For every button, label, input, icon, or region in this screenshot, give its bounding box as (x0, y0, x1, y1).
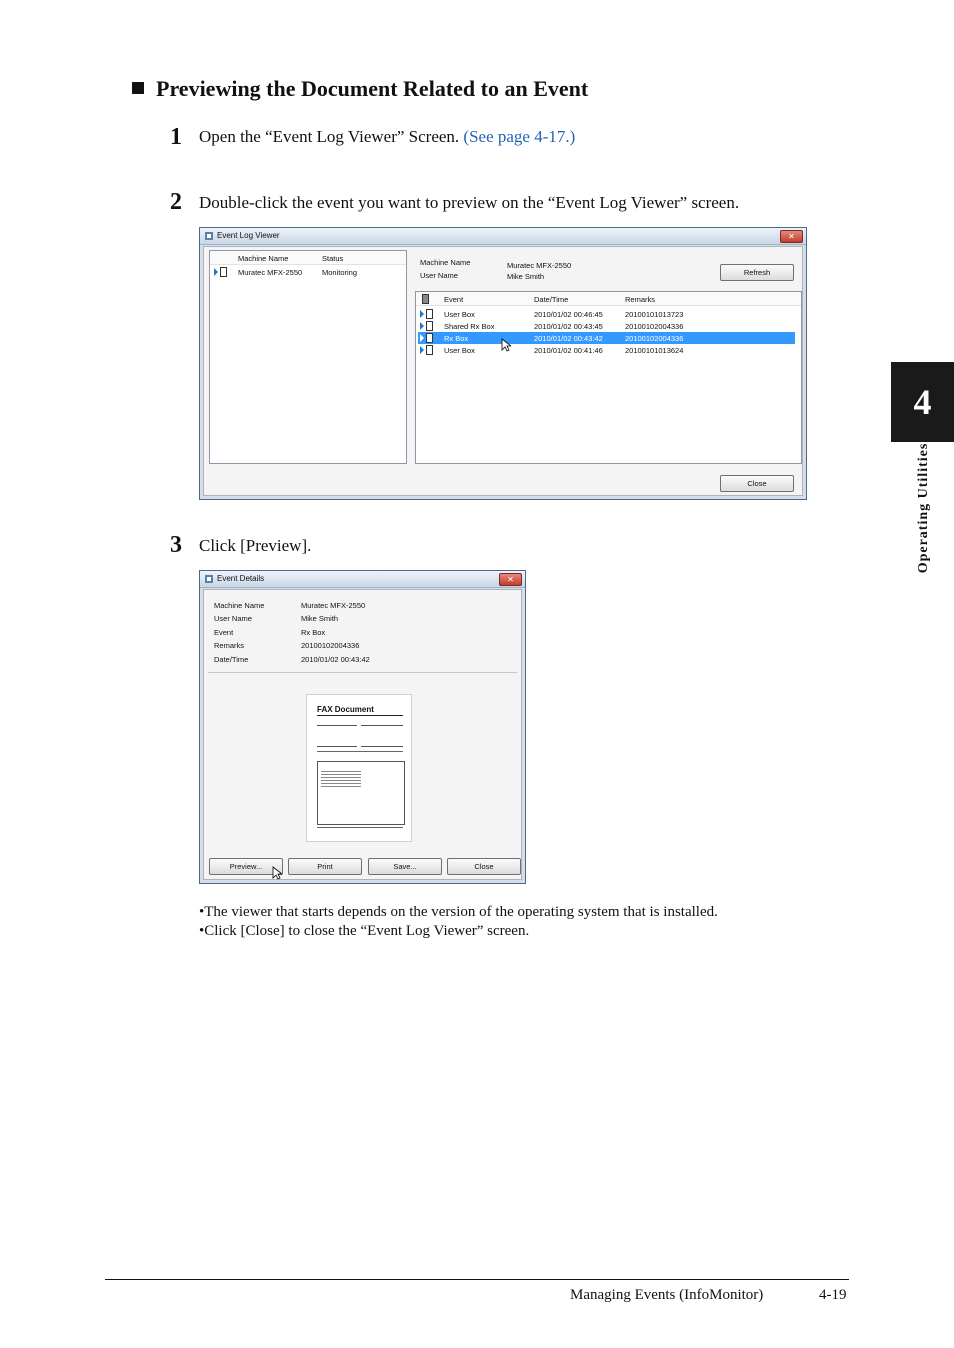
field-value: Rx Box (301, 628, 326, 637)
step-1-number: 1 (170, 124, 182, 150)
event-log-viewer-window (199, 227, 807, 500)
event-icon (426, 321, 433, 331)
event-row[interactable] (418, 320, 795, 332)
field-label: Date/Time (214, 655, 249, 664)
field-value: Mike Smith (301, 614, 339, 623)
mouse-cursor-icon (501, 338, 511, 352)
event-row[interactable] (418, 308, 795, 320)
event-remarks: 20100102004336 (625, 334, 684, 343)
note-2: •Click [Close] to close the “Event Log Viewer” screen. (199, 923, 530, 939)
field-label: Machine Name (214, 601, 265, 610)
window-title: Event Log Viewer (217, 231, 280, 240)
close-button[interactable]: Close (720, 475, 794, 492)
divider (208, 672, 517, 673)
close-x-icon[interactable]: ✕ (499, 573, 522, 586)
thumbnail-lines (361, 725, 403, 747)
row-arrow-icon (214, 268, 218, 276)
row-arrow-icon (420, 322, 424, 330)
field-label: Remarks (214, 641, 245, 650)
row-arrow-icon (420, 346, 424, 354)
event-remarks: 20100101013723 (625, 310, 684, 319)
machine-name-label: Machine Name (420, 258, 471, 267)
event-list[interactable] (415, 291, 802, 464)
column-status[interactable]: Status (322, 254, 344, 263)
event-row-selected[interactable] (418, 332, 795, 344)
refresh-button[interactable]: Refresh (720, 264, 794, 281)
user-name-label: User Name (420, 271, 458, 280)
event-datetime: 2010/01/02 00:46:45 (534, 310, 603, 319)
step-1-text (199, 127, 575, 147)
event-datetime: 2010/01/02 00:43:45 (534, 322, 603, 331)
thumbnail-rule (317, 751, 403, 752)
field-value: 20100102004336 (301, 641, 360, 650)
event-icon (426, 345, 433, 355)
chapter-tab: 4 (891, 362, 954, 442)
step-1-instruction: Open the “Event Log Viewer” Screen. (199, 127, 464, 146)
step-2-text: Double-click the event you want to preview on the “Event Log Viewer” screen. (199, 193, 740, 212)
print-button[interactable]: Print (288, 858, 362, 875)
event-remarks: 20100101013624 (625, 346, 684, 355)
section-title-text: Previewing the Document Related to an Event (156, 76, 589, 101)
thumbnail-text (321, 769, 361, 787)
machine-name-value: Muratec MFX-2550 (507, 261, 572, 270)
column-remarks[interactable]: Remarks (625, 295, 656, 304)
event-remarks: 20100102004336 (625, 322, 684, 331)
thumbnail-lines (317, 725, 357, 747)
event-row[interactable] (418, 344, 795, 356)
app-icon (204, 231, 214, 241)
header-icon (422, 294, 429, 304)
field-label: User Name (214, 614, 252, 623)
column-event[interactable]: Event (444, 295, 464, 304)
event-list-header (416, 292, 801, 306)
chapter-side-label: Operating Utilities (916, 442, 931, 574)
field-label: Event (214, 628, 234, 637)
step-3-text: Click [Preview]. (199, 536, 312, 555)
field-value: 2010/01/02 00:43:42 (301, 655, 370, 664)
machine-name: Muratec MFX-2550 (238, 268, 303, 277)
thumbnail-heading: FAX Document (317, 705, 403, 716)
step-3-number: 3 (170, 532, 182, 558)
machine-status: Monitoring (322, 268, 358, 277)
row-arrow-icon (420, 310, 424, 318)
event-datetime: 2010/01/02 00:41:46 (534, 346, 603, 355)
event-name: User Box (444, 310, 475, 319)
field-value: Muratec MFX-2550 (301, 601, 366, 610)
step-2-number: 2 (170, 189, 182, 215)
user-name-value: Mike Smith (507, 272, 545, 281)
event-details-client (203, 589, 522, 880)
column-datetime[interactable]: Date/Time (534, 295, 569, 304)
event-name: User Box (444, 346, 475, 355)
section-title (132, 76, 588, 102)
save-button[interactable]: Save... (368, 858, 442, 875)
note-1: •The viewer that starts depends on the version of the operating system that is installed. (199, 904, 718, 920)
event-details-titlebar (200, 571, 525, 588)
footer-title: Managing Events (InfoMonitor) (570, 1287, 764, 1303)
app-icon (204, 574, 214, 584)
event-name: Rx Box (444, 334, 469, 343)
event-log-viewer-titlebar (200, 228, 806, 245)
event-details-window (199, 570, 526, 884)
machine-icon (220, 267, 227, 277)
bullet-square-icon (132, 82, 144, 94)
event-icon (426, 333, 433, 343)
machine-list[interactable] (209, 250, 407, 464)
thumbnail-rule (317, 827, 403, 828)
event-name: Shared Rx Box (444, 322, 495, 331)
footer-rule (105, 1279, 849, 1280)
event-log-viewer-client (203, 246, 803, 496)
machine-list-header (210, 251, 406, 265)
window-title: Event Details (217, 574, 265, 583)
preview-button[interactable]: Preview... (209, 858, 283, 875)
event-datetime: 2010/01/02 00:43:42 (534, 334, 603, 343)
machine-row[interactable] (212, 266, 400, 278)
document-preview-thumbnail (306, 694, 412, 842)
event-icon (426, 309, 433, 319)
page-number: 4-19 (819, 1287, 847, 1303)
mouse-cursor-icon (272, 866, 282, 880)
column-machine-name[interactable]: Machine Name (238, 254, 289, 263)
row-arrow-icon (420, 334, 424, 342)
close-x-icon[interactable]: ✕ (780, 230, 803, 243)
see-page-link[interactable]: (See page 4-17.) (463, 127, 576, 146)
close-button[interactable]: Close (447, 858, 521, 875)
